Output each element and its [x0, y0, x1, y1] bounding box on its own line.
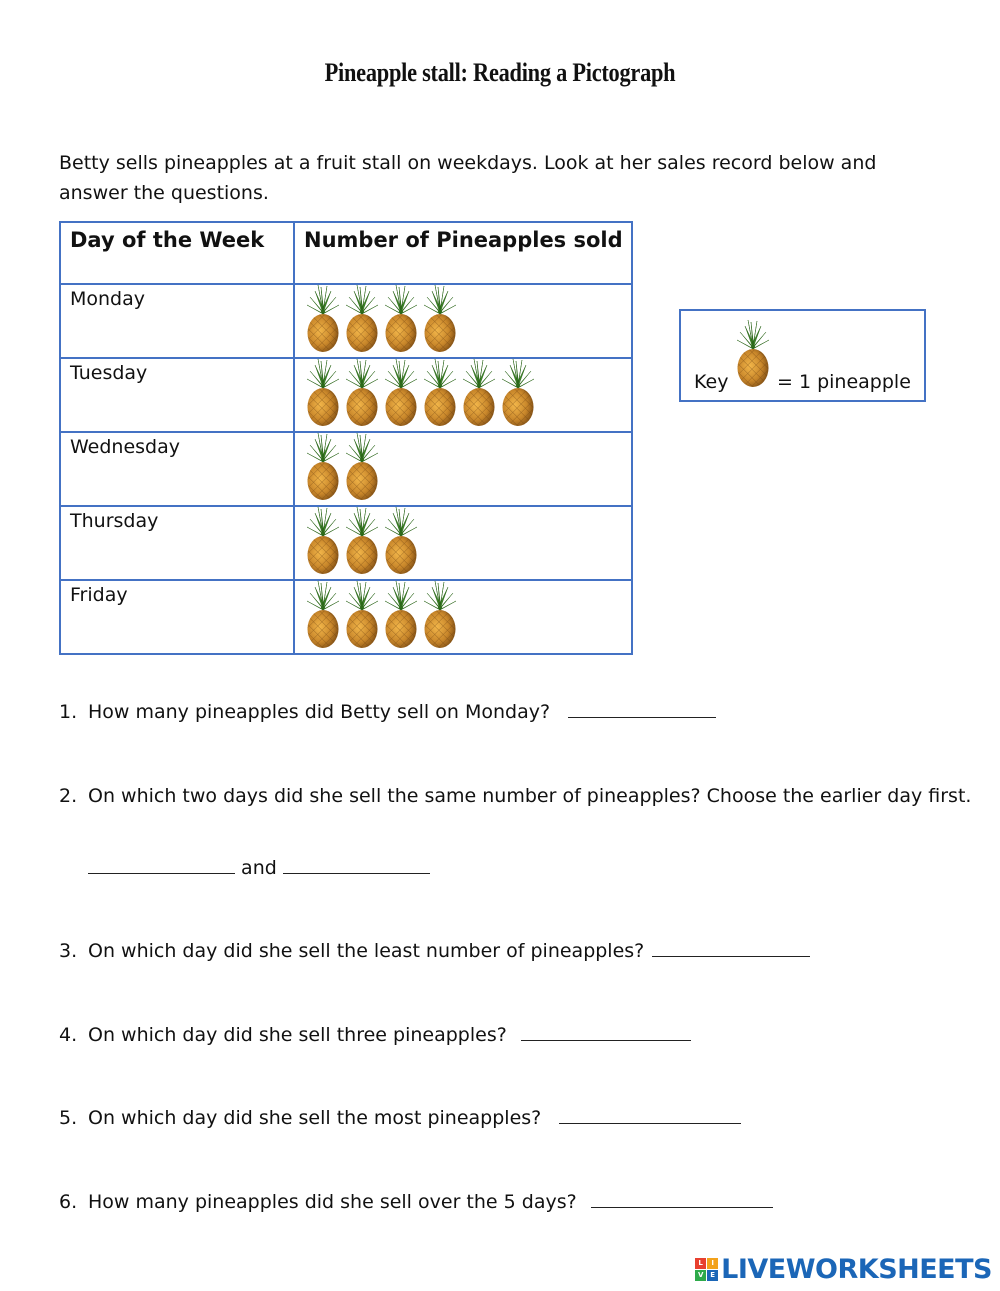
answer-blank[interactable] — [652, 940, 810, 957]
question-text: On which day did she sell three pineapples? — [88, 1024, 507, 1046]
logo-blocks-icon — [695, 1258, 718, 1281]
day-label: Friday — [60, 580, 294, 654]
logo-letter: L — [695, 1258, 706, 1269]
pineapple-icon — [735, 318, 771, 388]
question-number: 4. — [59, 1024, 78, 1046]
answer-blank[interactable] — [591, 1191, 773, 1208]
intro-text: Betty sells pineapples at a fruit stall on weekdays. Look at her sales record below and answer the questions. — [59, 152, 877, 204]
logo-letter: E — [707, 1270, 718, 1281]
table-row — [60, 580, 632, 654]
day-label: Thursday — [60, 506, 294, 580]
question-number: 2. — [59, 785, 78, 807]
header-number: Number of Pineapples sold — [294, 222, 632, 284]
logo-text: LIVEWORKSHEETS — [721, 1253, 992, 1285]
and-text: and — [241, 857, 277, 879]
liveworksheets-logo[interactable] — [695, 1252, 992, 1286]
answer-blank[interactable] — [521, 1024, 691, 1041]
answer-blank[interactable] — [88, 857, 235, 874]
pineapple-icon — [383, 283, 419, 353]
key-value: = 1 pineapple — [777, 371, 911, 393]
question-text: On which two days did she sell the same number of pineapples? Choose the earlier day first. — [88, 785, 972, 807]
pineapple-icon — [344, 357, 380, 427]
table-row — [60, 506, 632, 580]
pineapple-row — [295, 285, 631, 353]
answer-blank[interactable] — [559, 1107, 741, 1124]
pineapple-icon — [344, 431, 380, 501]
pineapple-icon — [383, 505, 419, 575]
pineapple-icon — [344, 283, 380, 353]
pineapple-icon — [500, 357, 536, 427]
pineapple-icon — [305, 357, 341, 427]
question-number: 5. — [59, 1107, 78, 1129]
answer-blank[interactable] — [283, 857, 430, 874]
logo-letter: V — [695, 1270, 706, 1281]
question-number: 1. — [59, 701, 78, 723]
question-3 — [59, 940, 810, 962]
question-text: How many pineapples did she sell over the 5 days? — [88, 1191, 577, 1213]
question-1 — [59, 701, 716, 723]
day-label: Monday — [60, 284, 294, 358]
pineapple-icon — [344, 505, 380, 575]
question-5 — [59, 1107, 741, 1129]
question-4 — [59, 1024, 691, 1046]
answer-blank[interactable] — [568, 701, 716, 718]
question-2 — [59, 785, 971, 807]
question-number: 6. — [59, 1191, 78, 1213]
header-day: Day of the Week — [60, 222, 294, 284]
pineapple-icon — [344, 579, 380, 649]
logo-letter: I — [707, 1258, 718, 1269]
question-text: How many pineapples did Betty sell on Monday? — [88, 701, 551, 723]
pineapple-row — [295, 507, 631, 575]
table-header-row — [60, 222, 632, 284]
pineapple-icon — [383, 357, 419, 427]
pineapple-icon — [383, 579, 419, 649]
question-2-answers — [88, 857, 430, 879]
question-text: On which day did she sell the most pineapples? — [88, 1107, 542, 1129]
pineapple-icon — [305, 505, 341, 575]
pineapple-icon — [305, 579, 341, 649]
day-label: Tuesday — [60, 358, 294, 432]
table-row — [60, 432, 632, 506]
key-label: Key — [694, 371, 729, 393]
question-6 — [59, 1191, 773, 1213]
pineapple-icon — [422, 579, 458, 649]
question-text: On which day did she sell the least number of pineapples? — [88, 940, 645, 962]
pineapple-row — [295, 359, 631, 427]
question-number: 3. — [59, 940, 78, 962]
pineapple-icon — [461, 357, 497, 427]
day-label: Wednesday — [60, 432, 294, 506]
pineapple-icon — [422, 357, 458, 427]
table-row — [60, 358, 632, 432]
page-title: Pineapple stall: Reading a Pictograph — [324, 58, 676, 87]
pineapple-row — [295, 433, 631, 501]
pineapple-icon — [422, 283, 458, 353]
pictograph-table — [59, 221, 633, 655]
pineapple-icon — [305, 431, 341, 501]
table-row — [60, 284, 632, 358]
key-box — [679, 309, 926, 402]
pineapple-icon — [305, 283, 341, 353]
pineapple-row — [295, 581, 631, 649]
